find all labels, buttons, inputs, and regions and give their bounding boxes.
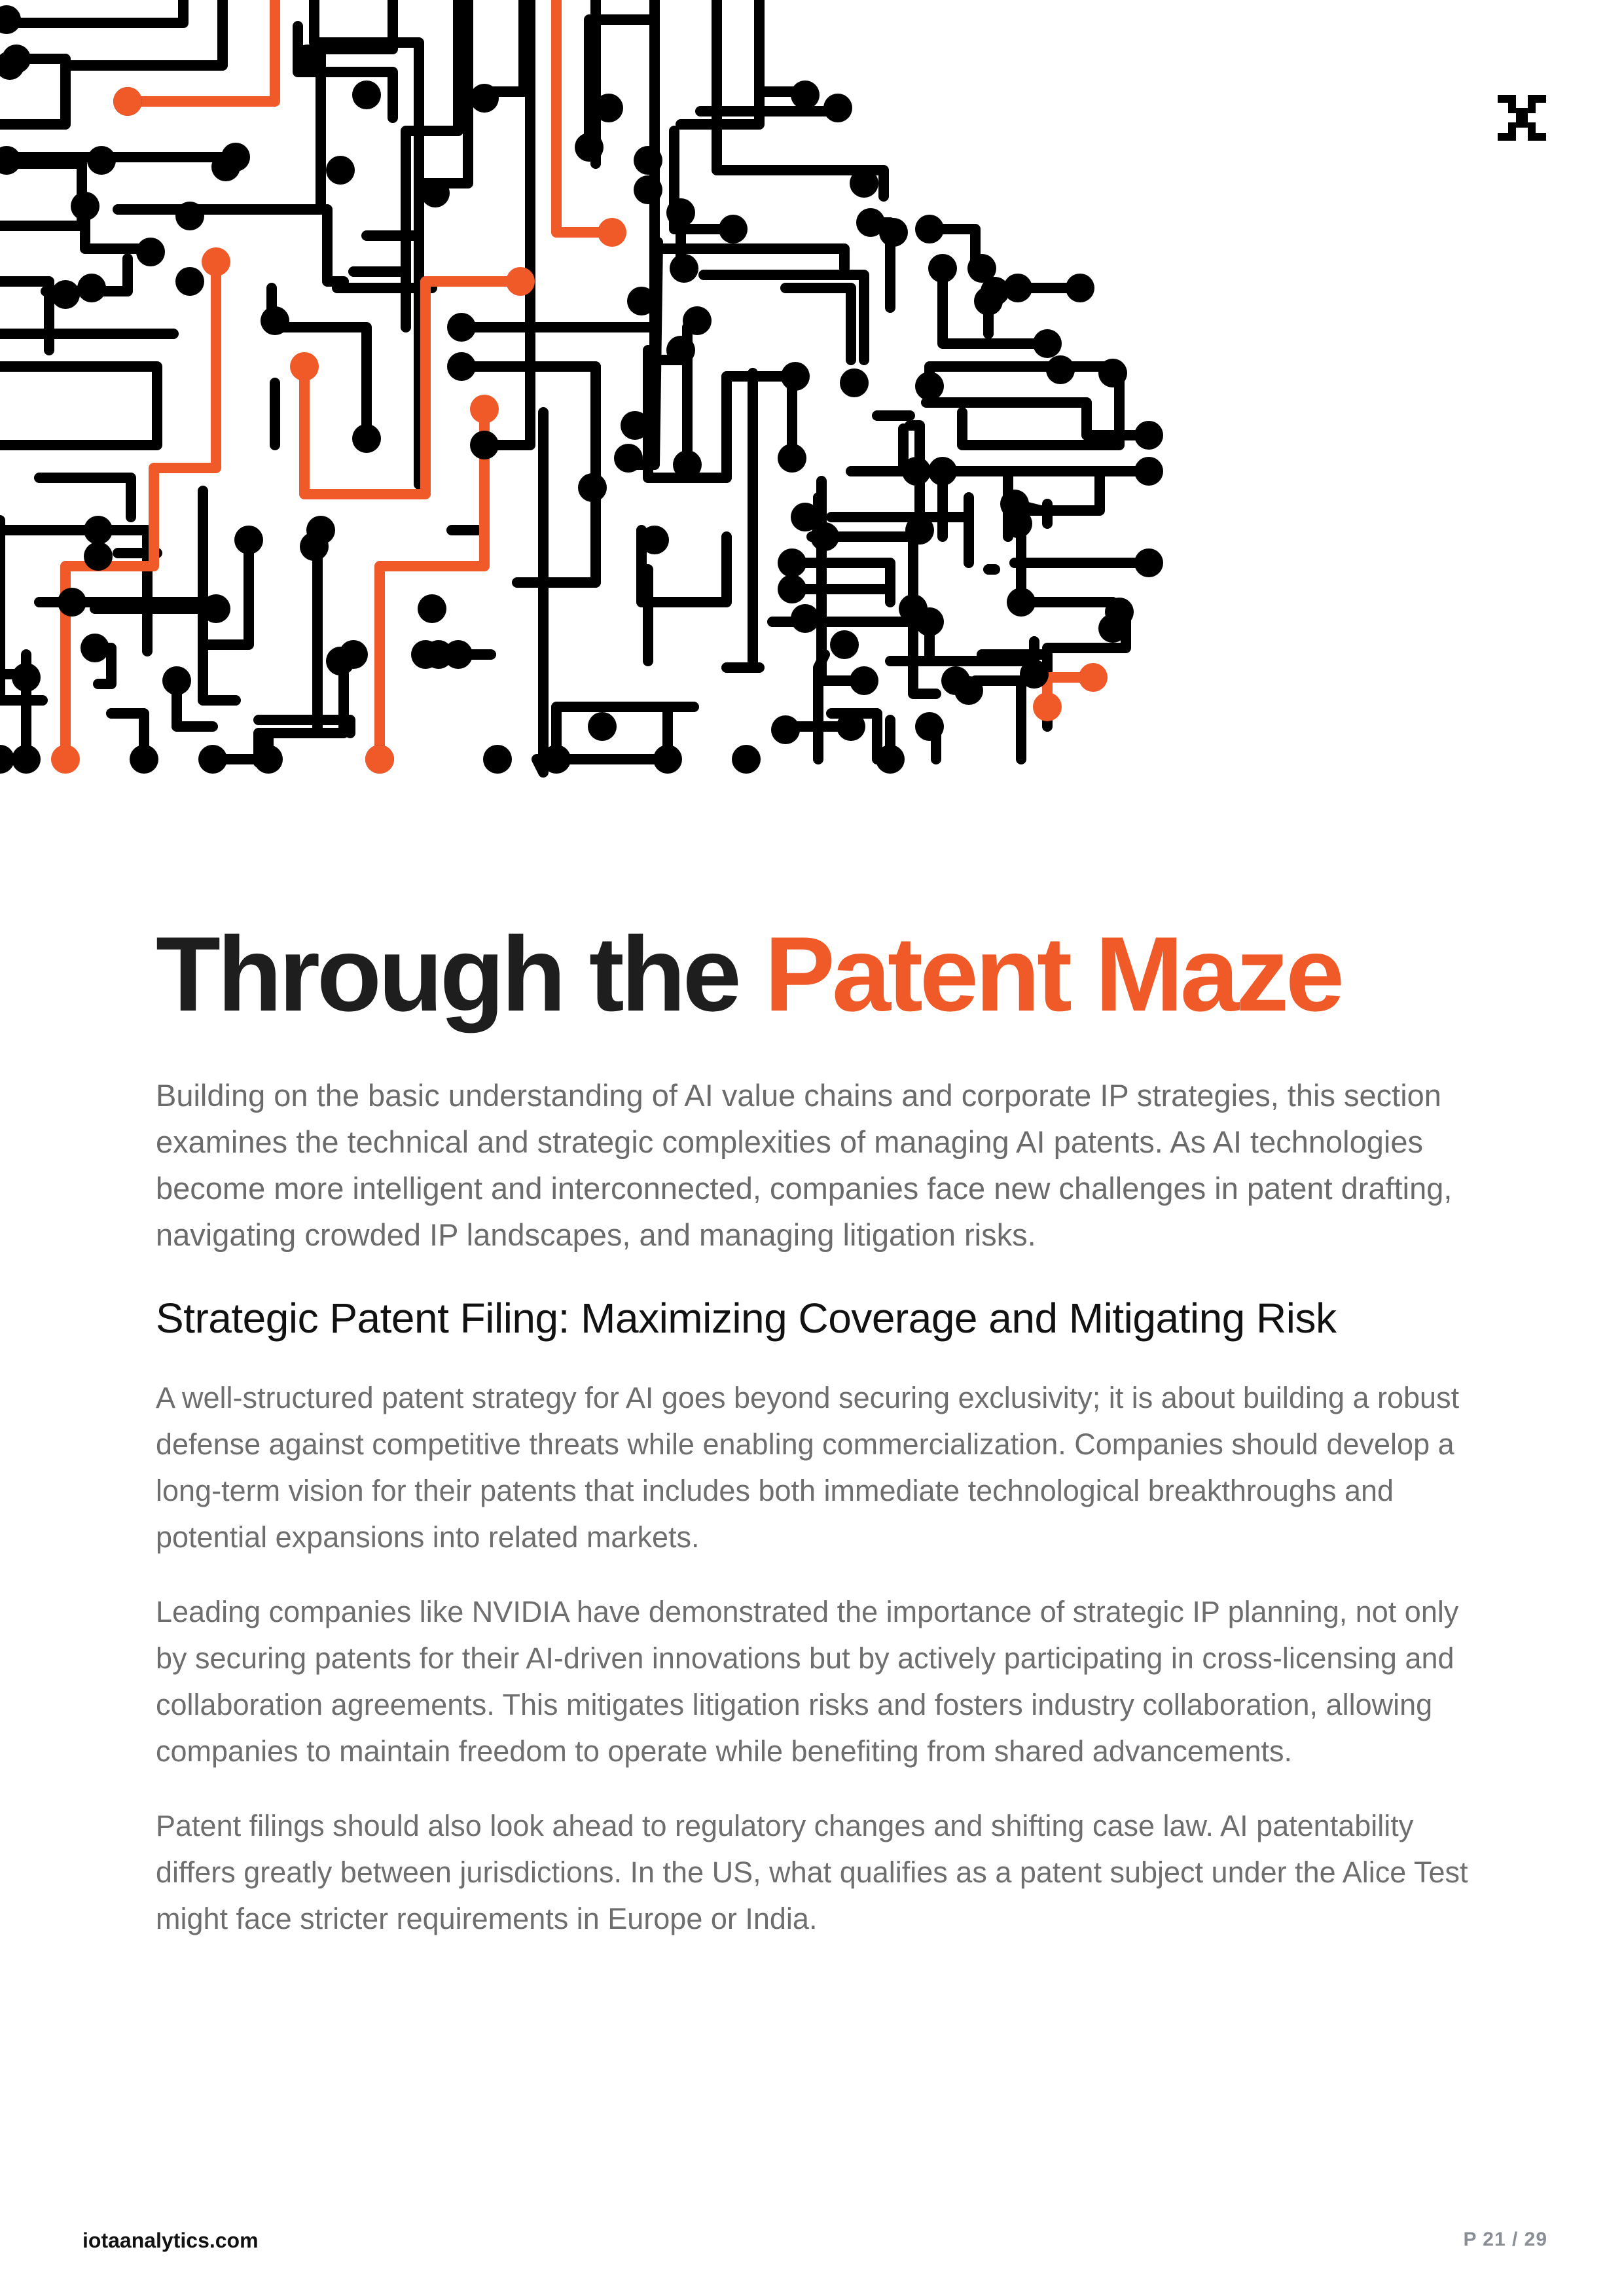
footer-website: iotaanalytics.com <box>82 2229 259 2252</box>
title-part-1: Through the <box>156 915 765 1033</box>
section-heading: Strategic Patent Filing: Maximizing Coverage and Mitigating Risk <box>156 1295 1337 1342</box>
body-paragraph-2: Leading companies like NVIDIA have demonstrated the importance of strategic IP planning, not only by securing patents for their AI-driven innovations but by actively participating in cross-licensing and collaboration agreements. This mitigates litigation risks and fosters industry collaboration, allowing companies to maintain freedom to operate while benefiting from shared advancements. <box>156 1595 1459 1768</box>
company-logo-icon <box>1492 88 1551 147</box>
body-paragraph-3: Patent filings should also look ahead to regulatory changes and shifting case law. AI patentability differs greatly between jurisdictions. In the US, what qualifies as a patent subject under the Alice Test might face stricter requirements in Europe or India. <box>156 1809 1468 1935</box>
title-accent: Patent Maze <box>764 915 1342 1033</box>
main-content <box>156 1072 1491 1970</box>
body-paragraph-1: A well-structured patent strategy for AI goes beyond securing exclusivity; it is about building a robust defense against competitive threats while enabling commercialization. Companies should develop a long-term vision for their patents that includes both immediate technological breakthroughs and potential expansions into related markets. <box>156 1381 1460 1554</box>
page-title <box>156 916 1341 1033</box>
circuit-maze-illustration <box>0 0 1178 805</box>
intro-paragraph: Building on the basic understanding of AI value chains and corporate IP strategies, this section examines the technical and strategic complexities of managing AI patents. As AI technologies become more intelligent and interconnected, companies face new challenges in patent drafting, navigating crowded IP landscapes, and managing litigation risks. <box>156 1078 1453 1252</box>
page-number: P 21 / 29 <box>1463 2229 1547 2250</box>
